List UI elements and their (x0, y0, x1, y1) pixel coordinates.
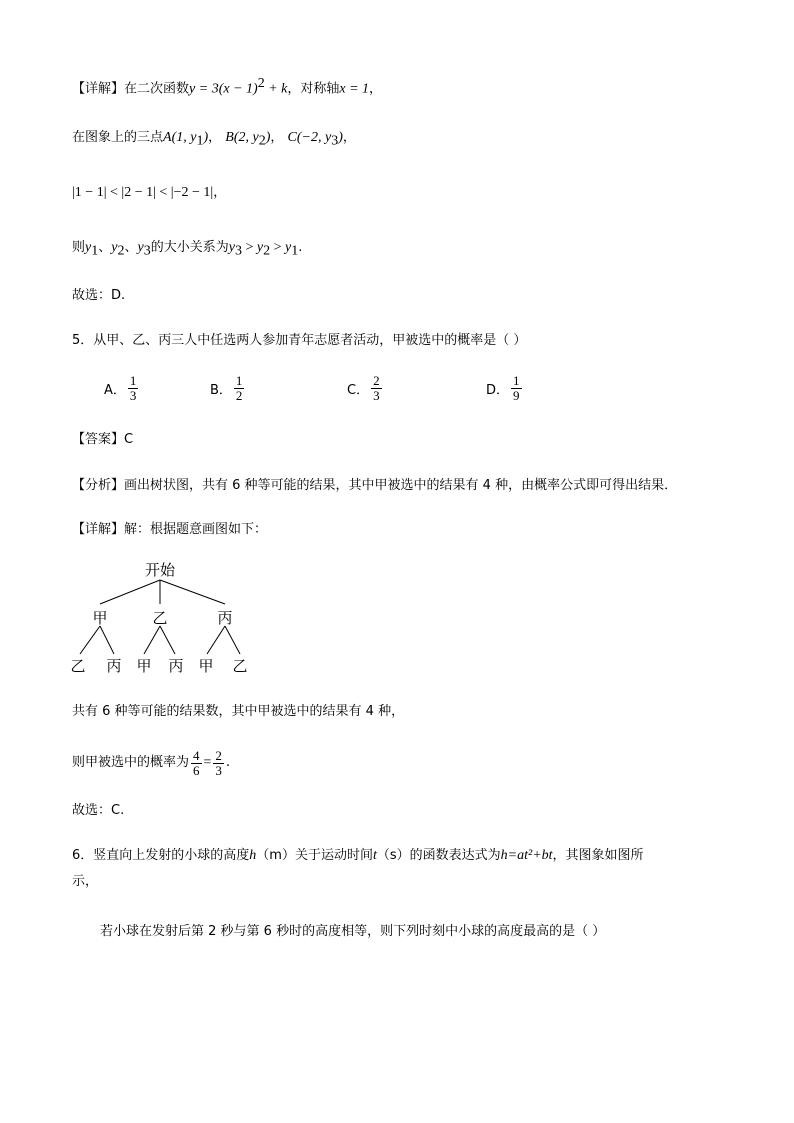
fraction (234, 374, 245, 403)
denominator: 2 (235, 388, 243, 403)
tree-node-l2: 乙 (232, 657, 248, 675)
denominator: 9 (513, 388, 520, 403)
var: y (137, 240, 144, 255)
gt: > (270, 240, 285, 255)
exponent: 2 (257, 76, 265, 91)
subscript: 2 (263, 243, 271, 259)
point-c: C(−2, y (287, 130, 332, 145)
tree-edge (144, 626, 160, 654)
option-c (347, 374, 384, 403)
denominator: 3 (129, 388, 137, 403)
answer-value: C (124, 432, 134, 447)
fraction (128, 374, 139, 403)
analysis-text: 画出树状图，共有 6 种等可能的结果，其中甲被选中的结果有 4 种，由概率公式即可得出结果． (124, 478, 678, 493)
text: 的大小关系为 (150, 240, 229, 255)
tree-node-l2: 丙 (106, 657, 122, 675)
tree-edge (100, 580, 160, 604)
answer-tag: 【答案】 (72, 432, 125, 447)
subscript: 3 (143, 243, 151, 259)
text: 的函数表达式为 (409, 848, 501, 863)
tree-node-l1: 甲 (92, 609, 108, 627)
punct: ， (369, 81, 383, 97)
subscript: 3 (331, 133, 339, 149)
punct: . (298, 240, 303, 255)
detail-line-q5 (72, 520, 267, 540)
text: 则甲被选中的概率为 (72, 755, 190, 770)
text: 在二次函数 (124, 81, 190, 97)
denominator: 3 (215, 762, 222, 778)
paren: ) (203, 130, 209, 145)
analysis-line (72, 476, 677, 496)
subscript: 2 (258, 133, 266, 149)
choose-line-1: 故选：D. (72, 288, 126, 303)
question-5: 5．从甲、乙、丙三人中任选两人参加青年志愿者活动，甲被选中的概率是（ ） (72, 333, 527, 348)
text: 则 (72, 240, 86, 255)
unit-s: （s） (376, 848, 410, 863)
subscript: 2 (117, 243, 125, 259)
fraction (371, 374, 382, 403)
detail-line-4 (72, 238, 302, 262)
question-6-ask: 若小球在发射后第 2 秒与第 6 秒时的高度相等，则下列时刻中小球的高度最高的是（ ） (100, 924, 606, 939)
punct: ， (270, 130, 284, 145)
tree-node-l2: 甲 (198, 657, 214, 675)
detail-text: 解：根据题意画图如下： (124, 522, 268, 537)
option-a (104, 374, 140, 403)
answer-line (72, 430, 133, 450)
option-label: D． (486, 383, 510, 398)
choose-line-2: 故选：C. (72, 803, 125, 818)
text: 6．竖直向上发射的小球的高度 (72, 848, 250, 863)
tree-edge (160, 580, 225, 604)
axis-expr: x = 1 (339, 81, 370, 97)
numerator: 2 (215, 747, 222, 763)
point-a: A(1, y (163, 130, 197, 145)
detail-line-2 (72, 128, 356, 152)
var: y (85, 240, 92, 255)
question-6-cont: 示， (72, 874, 99, 889)
tree-edge (160, 626, 175, 654)
tree-diagram (60, 560, 280, 680)
var: y (256, 240, 264, 255)
subscript: 1 (291, 243, 299, 259)
fraction (511, 374, 522, 403)
paren: ) (265, 130, 271, 145)
denominator: 6 (193, 762, 200, 778)
tree-edge (225, 626, 240, 654)
text: 关于运动时间 (294, 848, 373, 863)
option-label: A． (104, 383, 126, 398)
point-b: B(2, y (225, 130, 259, 145)
tree-edge (100, 626, 114, 654)
option-d (486, 374, 524, 403)
tree-edge (207, 626, 225, 654)
question-6 (72, 846, 644, 866)
function-expr: y = 3(x − 1) (189, 81, 258, 97)
tree-node-l2: 甲 (136, 657, 152, 675)
tree-edge (80, 626, 100, 654)
tree-node-l1: 乙 (152, 609, 168, 627)
punct: . (225, 755, 231, 770)
function-expr: h=at²+bt (500, 848, 553, 863)
analysis-tag: 【分析】 (72, 478, 125, 493)
subscript: 1 (196, 133, 204, 149)
detail-tag: 【详解】 (72, 522, 125, 537)
detail-line-1 (72, 74, 382, 99)
text: ，对称轴 (287, 81, 340, 97)
var: y (228, 240, 235, 255)
tree-node-l1: 丙 (217, 609, 233, 627)
gt: > (241, 240, 257, 255)
option-b (210, 374, 246, 403)
abs-inequality: |1 − 1| < |2 − 1| < |−2 − 1| (72, 185, 214, 200)
function-expr-tail: + k (264, 81, 288, 97)
numerator: 2 (373, 373, 380, 388)
tree-node-l2: 丙 (168, 657, 184, 675)
paren: ) (338, 130, 343, 145)
text: ，其图象如图所 (552, 848, 644, 863)
subscript: 3 (234, 243, 242, 259)
subscript: 1 (91, 243, 99, 259)
var-h: h (249, 848, 257, 863)
detail-tag: 【详解】 (72, 81, 125, 97)
equals: = (203, 755, 212, 770)
option-label: B． (210, 383, 232, 398)
numerator: 1 (129, 373, 137, 388)
tree-root: 开始 (144, 561, 176, 579)
denominator: 3 (373, 388, 380, 403)
unit-m: （m） (256, 848, 295, 863)
punct: ， (213, 185, 227, 200)
numerator: 4 (193, 747, 200, 763)
text: 在图象上的三点 (72, 130, 164, 145)
result-line-1: 共有 6 种等可能的结果数，其中甲被选中的结果有 4 种， (72, 704, 405, 719)
var: y (284, 240, 292, 255)
option-label: C． (347, 383, 370, 398)
detail-line-3 (72, 183, 226, 203)
punct: 、 (98, 240, 112, 255)
var: y (111, 240, 118, 255)
numerator: 1 (235, 373, 243, 388)
result-line-2 (72, 748, 230, 779)
punct: ， (208, 130, 222, 145)
numerator: 1 (513, 373, 520, 388)
punct: 、 (124, 240, 138, 255)
fraction (191, 749, 202, 778)
fraction (213, 749, 224, 778)
var-t: t (372, 848, 377, 863)
tree-node-l2: 乙 (70, 657, 86, 675)
punct: ， (342, 130, 356, 145)
